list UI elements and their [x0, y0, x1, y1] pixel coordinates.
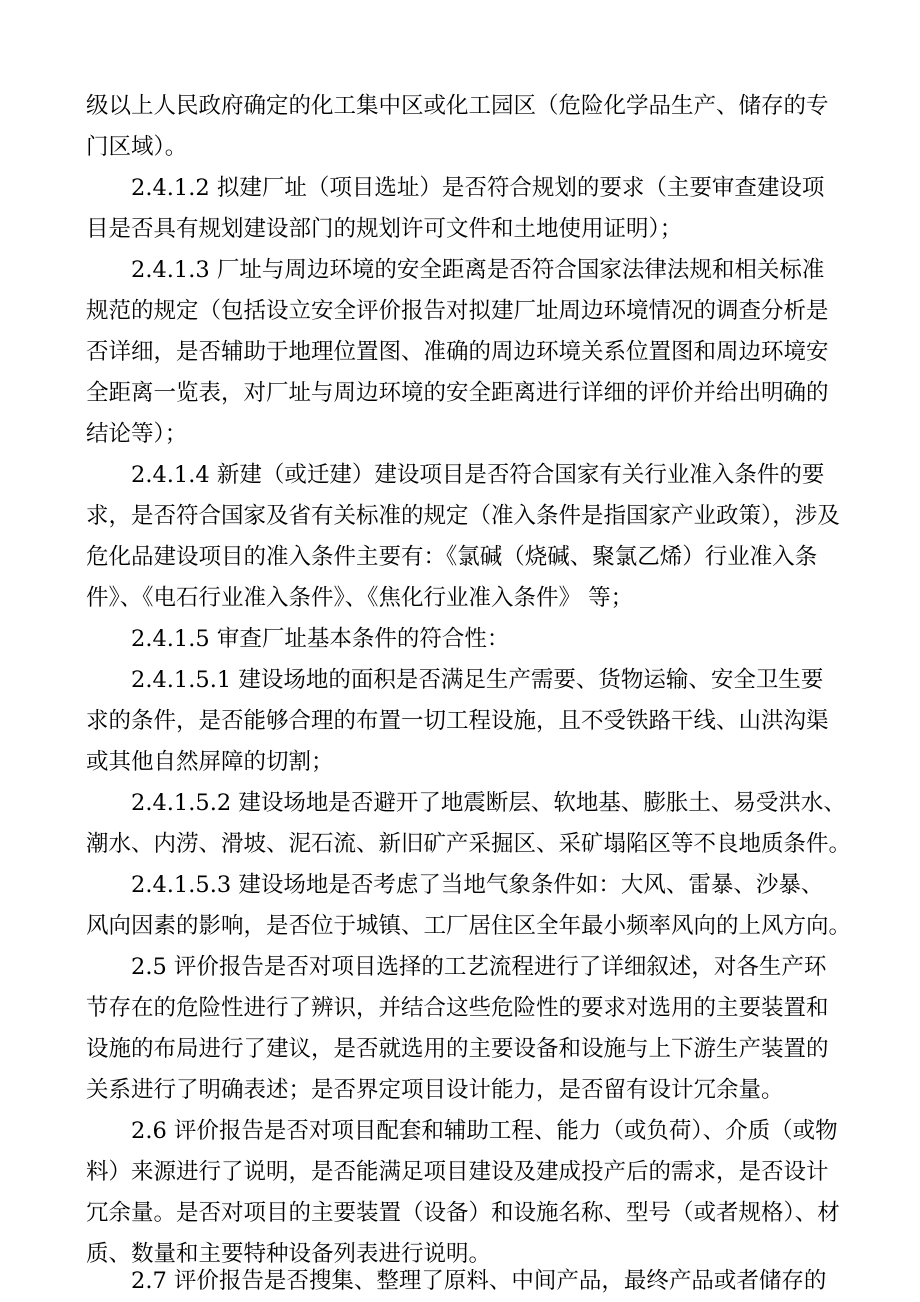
text-line: 2.4.1.5.2 建设场地是否避开了地震断层、软地基、膨胀土、易受洪水、: [131, 790, 846, 816]
text-line: 门区域）。: [86, 134, 188, 160]
text-line: 设施的布局进行了建议，是否就选用的主要设备和设施与上下游生产装置的: [86, 1036, 829, 1062]
text-line: 2.4.1.5.1 建设场地的面积是否满足生产需要、货物运输、安全卫生要: [131, 667, 824, 693]
text-line: 关系进行了明确表述；是否界定项目设计能力，是否留有设计冗余量。: [86, 1077, 784, 1103]
text-line: 2.4.1.3 厂址与周边环境的安全距离是否符合国家法律法规和相关标准: [131, 257, 825, 283]
text-line: 冗余量。是否对项目的主要装置（设备）和设施名称、型号（或者规格）、材: [86, 1200, 840, 1226]
text-line: 2.4.1.4 新建（或迁建）建设项目是否符合国家有关行业准入条件的要: [131, 462, 825, 488]
text-line: 求，是否符合国家及省有关标准的规定（准入条件是指国家产业政策），涉及: [86, 503, 840, 529]
text-line: 潮水、内涝、滑坡、泥石流、新旧矿产采掘区、采矿塌陷区等不良地质条件。: [86, 831, 852, 857]
text-line: 质、数量和主要特种设备列表进行说明。: [86, 1241, 492, 1267]
text-line: 2.4.1.2 拟建厂址（项目选址）是否符合规划的要求（主要审查建设项: [131, 175, 825, 201]
text-line: 2.4.1.5 审查厂址基本条件的符合性：: [131, 626, 510, 652]
text-line: 或其他自然屏障的切割；: [86, 749, 334, 775]
text-line: 2.5 评价报告是否对项目选择的工艺流程进行了详细叙述，对各生产环: [131, 954, 827, 980]
text-line: 节存在的危险性进行了辨识，并结合这些危险性的要求对选用的主要装置和: [86, 995, 829, 1021]
text-line: 件》、《电石行业准入条件》、《焦化行业准入条件》 等；: [86, 585, 634, 611]
text-line: 危化品建设项目的准入条件主要有：《氯碱（烧碱、聚氯乙烯）行业准入条: [86, 544, 818, 570]
text-line: 否详细，是否辅助于地理位置图、准确的周边环境关系位置图和周边环境安: [86, 339, 829, 365]
text-line: 结论等）；: [86, 421, 188, 447]
text-line: 全距离一览表，对厂址与周边环境的安全距离进行详细的评价并给出明确的: [86, 380, 829, 406]
text-line: 规范的规定（包括设立安全评价报告对拟建厂址周边环境情况的调查分析是: [86, 298, 829, 324]
text-line: 2.4.1.5.3 建设场地是否考虑了当地气象条件如：大风、雷暴、沙暴、: [131, 872, 824, 898]
text-line: 级以上人民政府确定的化工集中区或化工园区（危险化学品生产、储存的专: [86, 93, 829, 119]
text-line: 2.7 评价报告是否搜集、整理了原料、中间产品，最终产品或者储存的: [131, 1268, 827, 1294]
text-line: 料）来源进行了说明，是否能满足项目建设及建成投产后的需求，是否设计: [86, 1159, 829, 1185]
text-line: 目是否具有规划建设部门的规划许可文件和土地使用证明）；: [86, 216, 683, 242]
text-line: 求的条件，是否能够合理的布置一切工程设施，且不受铁路干线、山洪沟渠: [86, 708, 829, 734]
text-line: 风向因素的影响，是否位于城镇、工厂居住区全年最小频率风向的上风方向。: [86, 913, 852, 939]
text-line: 2.6 评价报告是否对项目配套和辅助工程、能力（或负荷）、介质（或物: [131, 1118, 838, 1144]
